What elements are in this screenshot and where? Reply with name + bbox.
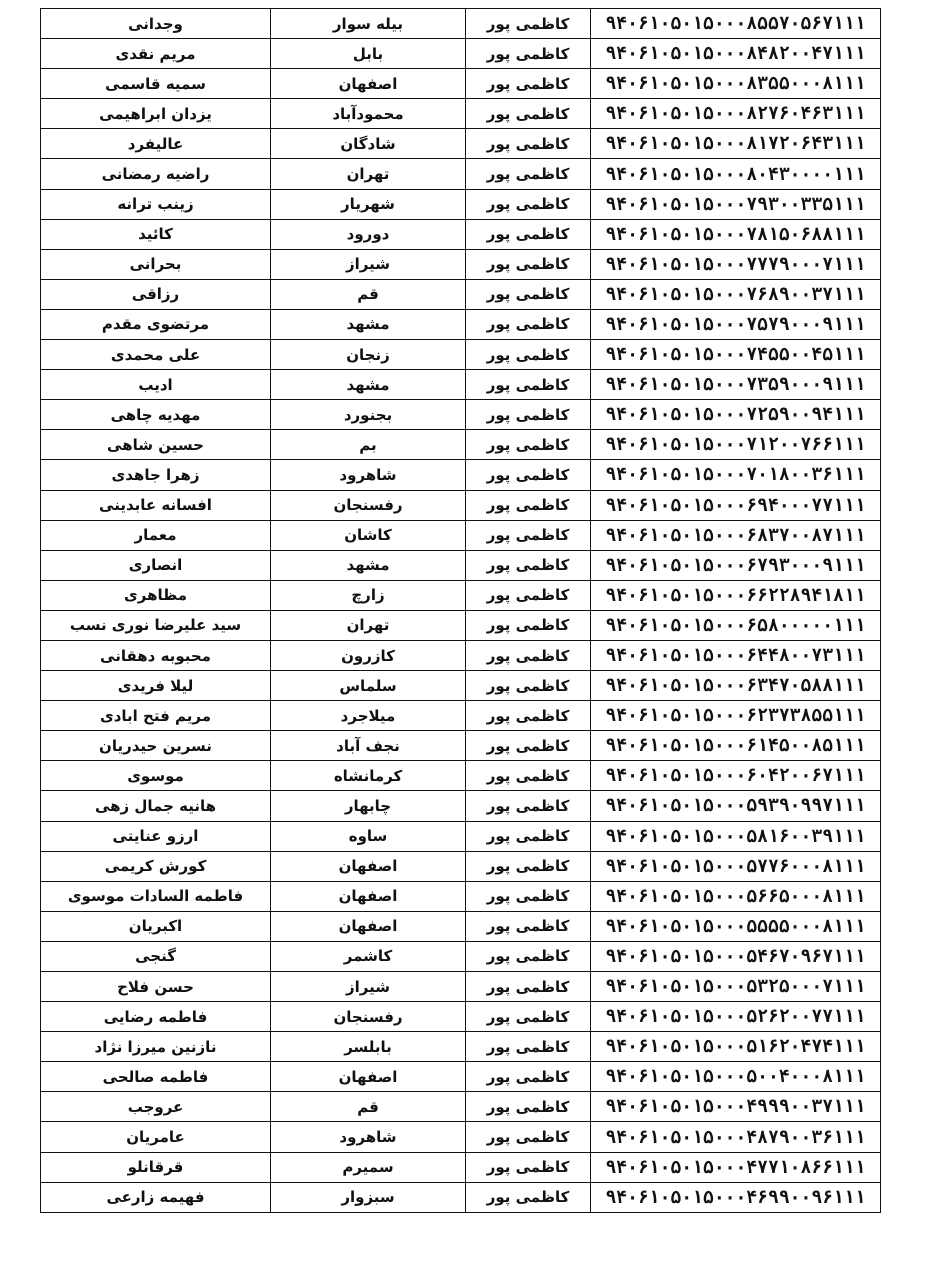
family-name-cell: کاظمی پور <box>466 400 591 430</box>
family-name-cell: کاظمی پور <box>466 520 591 550</box>
table-row <box>41 580 881 610</box>
city-cell: بابل <box>271 39 466 69</box>
person-name-cell: محبوبه دهقانی <box>41 640 271 670</box>
tracking-code-cell: ۹۴۰۶۱۰۵۰۱۵۰۰۰۸۱۷۲۰۶۴۳۱۱۱ <box>591 129 881 159</box>
person-name-cell: زهرا جاهدی <box>41 460 271 490</box>
family-name-cell: کاظمی پور <box>466 279 591 309</box>
city-cell: تهران <box>271 159 466 189</box>
person-name-cell: قرقانلو <box>41 1152 271 1182</box>
table-row <box>41 851 881 881</box>
person-name-cell: فاطمه رضایی <box>41 1002 271 1032</box>
city-cell: سبزوار <box>271 1182 466 1212</box>
tracking-code-cell: ۹۴۰۶۱۰۵۰۱۵۰۰۰۶۱۴۵۰۰۸۵۱۱۱ <box>591 731 881 761</box>
person-name-cell: بحرانی <box>41 249 271 279</box>
table-row <box>41 1092 881 1122</box>
family-name-cell: کاظمی پور <box>466 460 591 490</box>
city-cell: سمیرم <box>271 1152 466 1182</box>
person-name-cell: فاطمه السادات موسوی <box>41 881 271 911</box>
table-row <box>41 1182 881 1212</box>
family-name-cell: کاظمی پور <box>466 1002 591 1032</box>
person-name-cell: نازنین میرزا نژاد <box>41 1032 271 1062</box>
tracking-code-cell: ۹۴۰۶۱۰۵۰۱۵۰۰۰۵۵۵۵۰۰۰۸۱۱۱ <box>591 911 881 941</box>
person-name-cell: موسوی <box>41 761 271 791</box>
family-name-cell: کاظمی پور <box>466 550 591 580</box>
table-row <box>41 821 881 851</box>
table-row <box>41 941 881 971</box>
city-cell: بم <box>271 430 466 460</box>
table-row <box>41 671 881 701</box>
family-name-cell: کاظمی پور <box>466 370 591 400</box>
table-row <box>41 219 881 249</box>
tracking-code-cell: ۹۴۰۶۱۰۵۰۱۵۰۰۰۸۰۴۳۰۰۰۰۱۱۱ <box>591 159 881 189</box>
person-name-cell: ادیب <box>41 370 271 400</box>
table-row <box>41 189 881 219</box>
table-row <box>41 400 881 430</box>
table-row <box>41 129 881 159</box>
tracking-code-cell: ۹۴۰۶۱۰۵۰۱۵۰۰۰۴۶۹۹۰۰۹۶۱۱۱ <box>591 1182 881 1212</box>
person-name-cell: مرتضوی مقدم <box>41 309 271 339</box>
tracking-code-cell: ۹۴۰۶۱۰۵۰۱۵۰۰۰۴۷۷۱۰۸۶۶۱۱۱ <box>591 1152 881 1182</box>
family-name-cell: کاظمی پور <box>466 39 591 69</box>
records-table <box>40 8 881 1213</box>
city-cell: سلماس <box>271 671 466 701</box>
family-name-cell: کاظمی پور <box>466 701 591 731</box>
tracking-code-cell: ۹۴۰۶۱۰۵۰۱۵۰۰۰۵۱۶۲۰۴۷۴۱۱۱ <box>591 1032 881 1062</box>
tracking-code-cell: ۹۴۰۶۱۰۵۰۱۵۰۰۰۶۸۳۷۰۰۸۷۱۱۱ <box>591 520 881 550</box>
city-cell: شیراز <box>271 972 466 1002</box>
tracking-code-cell: ۹۴۰۶۱۰۵۰۱۵۰۰۰۴۸۷۹۰۰۳۶۱۱۱ <box>591 1122 881 1152</box>
city-cell: اصفهان <box>271 881 466 911</box>
tracking-code-cell: ۹۴۰۶۱۰۵۰۱۵۰۰۰۵۴۶۷۰۹۶۷۱۱۱ <box>591 941 881 971</box>
city-cell: ساوه <box>271 821 466 851</box>
tracking-code-cell: ۹۴۰۶۱۰۵۰۱۵۰۰۰۷۸۱۵۰۶۸۸۱۱۱ <box>591 219 881 249</box>
tracking-code-cell: ۹۴۰۶۱۰۵۰۱۵۰۰۰۷۲۵۹۰۰۹۴۱۱۱ <box>591 400 881 430</box>
person-name-cell: فاطمه صالحی <box>41 1062 271 1092</box>
family-name-cell: کاظمی پور <box>466 430 591 460</box>
person-name-cell: عالیفرد <box>41 129 271 159</box>
person-name-cell: علی محمدی <box>41 340 271 370</box>
tracking-code-cell: ۹۴۰۶۱۰۵۰۱۵۰۰۰۶۲۳۷۳۸۵۵۱۱۱ <box>591 701 881 731</box>
person-name-cell: مظاهری <box>41 580 271 610</box>
person-name-cell: حسین شاهی <box>41 430 271 460</box>
person-name-cell: عامریان <box>41 1122 271 1152</box>
table-row <box>41 701 881 731</box>
family-name-cell: کاظمی پور <box>466 159 591 189</box>
family-name-cell: کاظمی پور <box>466 851 591 881</box>
city-cell: شهریار <box>271 189 466 219</box>
tracking-code-cell: ۹۴۰۶۱۰۵۰۱۵۰۰۰۷۳۵۹۰۰۰۹۱۱۱ <box>591 370 881 400</box>
table-row <box>41 881 881 911</box>
city-cell: کازرون <box>271 640 466 670</box>
tracking-code-cell: ۹۴۰۶۱۰۵۰۱۵۰۰۰۵۰۰۴۰۰۰۸۱۱۱ <box>591 1062 881 1092</box>
city-cell: شادگان <box>271 129 466 159</box>
table-row <box>41 490 881 520</box>
family-name-cell: کاظمی پور <box>466 1062 591 1092</box>
tracking-code-cell: ۹۴۰۶۱۰۵۰۱۵۰۰۰۶۳۴۷۰۵۸۸۱۱۱ <box>591 671 881 701</box>
person-name-cell: وجدانی <box>41 9 271 39</box>
tracking-code-cell: ۹۴۰۶۱۰۵۰۱۵۰۰۰۶۶۲۲۸۹۴۱۸۱۱ <box>591 580 881 610</box>
tracking-code-cell: ۹۴۰۶۱۰۵۰۱۵۰۰۰۸۳۵۵۰۰۰۸۱۱۱ <box>591 69 881 99</box>
family-name-cell: کاظمی پور <box>466 972 591 1002</box>
family-name-cell: کاظمی پور <box>466 1182 591 1212</box>
family-name-cell: کاظمی پور <box>466 941 591 971</box>
table-row <box>41 1152 881 1182</box>
table-row <box>41 972 881 1002</box>
family-name-cell: کاظمی پور <box>466 1032 591 1062</box>
tracking-code-cell: ۹۴۰۶۱۰۵۰۱۵۰۰۰۴۹۹۹۰۰۳۷۱۱۱ <box>591 1092 881 1122</box>
tracking-code-cell: ۹۴۰۶۱۰۵۰۱۵۰۰۰۷۱۲۰۰۷۶۶۱۱۱ <box>591 430 881 460</box>
person-name-cell: گنجی <box>41 941 271 971</box>
table-row <box>41 791 881 821</box>
tracking-code-cell: ۹۴۰۶۱۰۵۰۱۵۰۰۰۵۲۶۲۰۰۷۷۱۱۱ <box>591 1002 881 1032</box>
table-row <box>41 520 881 550</box>
city-cell: شاهرود <box>271 1122 466 1152</box>
city-cell: اصفهان <box>271 911 466 941</box>
family-name-cell: کاظمی پور <box>466 640 591 670</box>
family-name-cell: کاظمی پور <box>466 1092 591 1122</box>
city-cell: شاهرود <box>271 460 466 490</box>
city-cell: میلاجرد <box>271 701 466 731</box>
tracking-code-cell: ۹۴۰۶۱۰۵۰۱۵۰۰۰۵۳۲۵۰۰۰۷۱۱۱ <box>591 972 881 1002</box>
table-row <box>41 731 881 761</box>
family-name-cell: کاظمی پور <box>466 911 591 941</box>
person-name-cell: زینب ترانه <box>41 189 271 219</box>
family-name-cell: کاظمی پور <box>466 340 591 370</box>
table-row <box>41 279 881 309</box>
city-cell: کاشمر <box>271 941 466 971</box>
person-name-cell: افسانه عابدینی <box>41 490 271 520</box>
tracking-code-cell: ۹۴۰۶۱۰۵۰۱۵۰۰۰۶۴۴۸۰۰۷۳۱۱۱ <box>591 640 881 670</box>
document-sheet <box>40 8 880 1213</box>
tracking-code-cell: ۹۴۰۶۱۰۵۰۱۵۰۰۰۷۰۱۸۰۰۳۶۱۱۱ <box>591 460 881 490</box>
table-row <box>41 39 881 69</box>
city-cell: کاشان <box>271 520 466 550</box>
tracking-code-cell: ۹۴۰۶۱۰۵۰۱۵۰۰۰۶۹۴۰۰۰۷۷۱۱۱ <box>591 490 881 520</box>
city-cell: قم <box>271 279 466 309</box>
tracking-code-cell: ۹۴۰۶۱۰۵۰۱۵۰۰۰۷۶۸۹۰۰۳۷۱۱۱ <box>591 279 881 309</box>
family-name-cell: کاظمی پور <box>466 129 591 159</box>
tracking-code-cell: ۹۴۰۶۱۰۵۰۱۵۰۰۰۶۵۸۰۰۰۰۰۱۱۱ <box>591 610 881 640</box>
family-name-cell: کاظمی پور <box>466 610 591 640</box>
tracking-code-cell: ۹۴۰۶۱۰۵۰۱۵۰۰۰۶۰۴۲۰۰۶۷۱۱۱ <box>591 761 881 791</box>
tracking-code-cell: ۹۴۰۶۱۰۵۰۱۵۰۰۰۵۶۶۵۰۰۰۸۱۱۱ <box>591 881 881 911</box>
tracking-code-cell: ۹۴۰۶۱۰۵۰۱۵۰۰۰۷۵۷۹۰۰۰۹۱۱۱ <box>591 309 881 339</box>
table-row <box>41 761 881 791</box>
table-row <box>41 370 881 400</box>
table-row <box>41 99 881 129</box>
tracking-code-cell: ۹۴۰۶۱۰۵۰۱۵۰۰۰۷۴۵۵۰۰۴۵۱۱۱ <box>591 340 881 370</box>
table-row <box>41 159 881 189</box>
person-name-cell: رزاقی <box>41 279 271 309</box>
person-name-cell: لیلا فریدی <box>41 671 271 701</box>
city-cell: مشهد <box>271 550 466 580</box>
family-name-cell: کاظمی پور <box>466 1122 591 1152</box>
city-cell: بیله سوار <box>271 9 466 39</box>
family-name-cell: کاظمی پور <box>466 309 591 339</box>
family-name-cell: کاظمی پور <box>466 69 591 99</box>
person-name-cell: مریم نقدی <box>41 39 271 69</box>
family-name-cell: کاظمی پور <box>466 821 591 851</box>
city-cell: مشهد <box>271 370 466 400</box>
records-table-body <box>41 9 881 1213</box>
person-name-cell: کورش کریمی <box>41 851 271 881</box>
city-cell: نجف آباد <box>271 731 466 761</box>
table-row <box>41 550 881 580</box>
family-name-cell: کاظمی پور <box>466 9 591 39</box>
person-name-cell: فهیمه زارعی <box>41 1182 271 1212</box>
city-cell: رفسنجان <box>271 1002 466 1032</box>
person-name-cell: هانیه جمال زهی <box>41 791 271 821</box>
city-cell: بجنورد <box>271 400 466 430</box>
city-cell: زنجان <box>271 340 466 370</box>
family-name-cell: کاظمی پور <box>466 580 591 610</box>
table-row <box>41 1122 881 1152</box>
table-row <box>41 1062 881 1092</box>
table-row <box>41 69 881 99</box>
city-cell: مشهد <box>271 309 466 339</box>
table-row <box>41 1002 881 1032</box>
family-name-cell: کاظمی پور <box>466 189 591 219</box>
table-row <box>41 610 881 640</box>
city-cell: بابلسر <box>271 1032 466 1062</box>
tracking-code-cell: ۹۴۰۶۱۰۵۰۱۵۰۰۰۸۴۸۲۰۰۴۷۱۱۱ <box>591 39 881 69</box>
table-row <box>41 460 881 490</box>
tracking-code-cell: ۹۴۰۶۱۰۵۰۱۵۰۰۰۷۷۷۹۰۰۰۷۱۱۱ <box>591 249 881 279</box>
tracking-code-cell: ۹۴۰۶۱۰۵۰۱۵۰۰۰۷۹۳۰۰۳۳۵۱۱۱ <box>591 189 881 219</box>
family-name-cell: کاظمی پور <box>466 791 591 821</box>
table-row <box>41 430 881 460</box>
person-name-cell: نسرین حیدریان <box>41 731 271 761</box>
city-cell: چابهار <box>271 791 466 821</box>
person-name-cell: مریم فتح ابادی <box>41 701 271 731</box>
person-name-cell: مهدیه چاهی <box>41 400 271 430</box>
table-row <box>41 1032 881 1062</box>
city-cell: رفسنجان <box>271 490 466 520</box>
table-row <box>41 640 881 670</box>
city-cell: دورود <box>271 219 466 249</box>
city-cell: شیراز <box>271 249 466 279</box>
person-name-cell: سمیه قاسمی <box>41 69 271 99</box>
table-row <box>41 911 881 941</box>
tracking-code-cell: ۹۴۰۶۱۰۵۰۱۵۰۰۰۵۸۱۶۰۰۳۹۱۱۱ <box>591 821 881 851</box>
city-cell: قم <box>271 1092 466 1122</box>
person-name-cell: حسن فلاح <box>41 972 271 1002</box>
city-cell: تهران <box>271 610 466 640</box>
city-cell: اصفهان <box>271 851 466 881</box>
person-name-cell: سید علیرضا نوری نسب <box>41 610 271 640</box>
person-name-cell: راضیه رمضانی <box>41 159 271 189</box>
person-name-cell: ارزو عنایتی <box>41 821 271 851</box>
tracking-code-cell: ۹۴۰۶۱۰۵۰۱۵۰۰۰۵۹۳۹۰۹۹۷۱۱۱ <box>591 791 881 821</box>
person-name-cell: کائید <box>41 219 271 249</box>
city-cell: محمودآباد <box>271 99 466 129</box>
person-name-cell: معمار <box>41 520 271 550</box>
family-name-cell: کاظمی پور <box>466 249 591 279</box>
person-name-cell: یزدان ابراهیمی <box>41 99 271 129</box>
tracking-code-cell: ۹۴۰۶۱۰۵۰۱۵۰۰۰۸۵۵۷۰۵۶۷۱۱۱ <box>591 9 881 39</box>
tracking-code-cell: ۹۴۰۶۱۰۵۰۱۵۰۰۰۶۷۹۳۰۰۰۹۱۱۱ <box>591 550 881 580</box>
city-cell: زارچ <box>271 580 466 610</box>
city-cell: اصفهان <box>271 1062 466 1092</box>
family-name-cell: کاظمی پور <box>466 1152 591 1182</box>
tracking-code-cell: ۹۴۰۶۱۰۵۰۱۵۰۰۰۸۲۷۶۰۴۶۳۱۱۱ <box>591 99 881 129</box>
table-row <box>41 309 881 339</box>
family-name-cell: کاظمی پور <box>466 881 591 911</box>
family-name-cell: کاظمی پور <box>466 761 591 791</box>
family-name-cell: کاظمی پور <box>466 99 591 129</box>
person-name-cell: انصاری <box>41 550 271 580</box>
tracking-code-cell: ۹۴۰۶۱۰۵۰۱۵۰۰۰۵۷۷۶۰۰۰۸۱۱۱ <box>591 851 881 881</box>
city-cell: اصفهان <box>271 69 466 99</box>
person-name-cell: عروجب <box>41 1092 271 1122</box>
family-name-cell: کاظمی پور <box>466 490 591 520</box>
city-cell: کرمانشاه <box>271 761 466 791</box>
family-name-cell: کاظمی پور <box>466 219 591 249</box>
table-row <box>41 340 881 370</box>
family-name-cell: کاظمی پور <box>466 731 591 761</box>
family-name-cell: کاظمی پور <box>466 671 591 701</box>
table-row <box>41 9 881 39</box>
person-name-cell: اکبریان <box>41 911 271 941</box>
table-row <box>41 249 881 279</box>
